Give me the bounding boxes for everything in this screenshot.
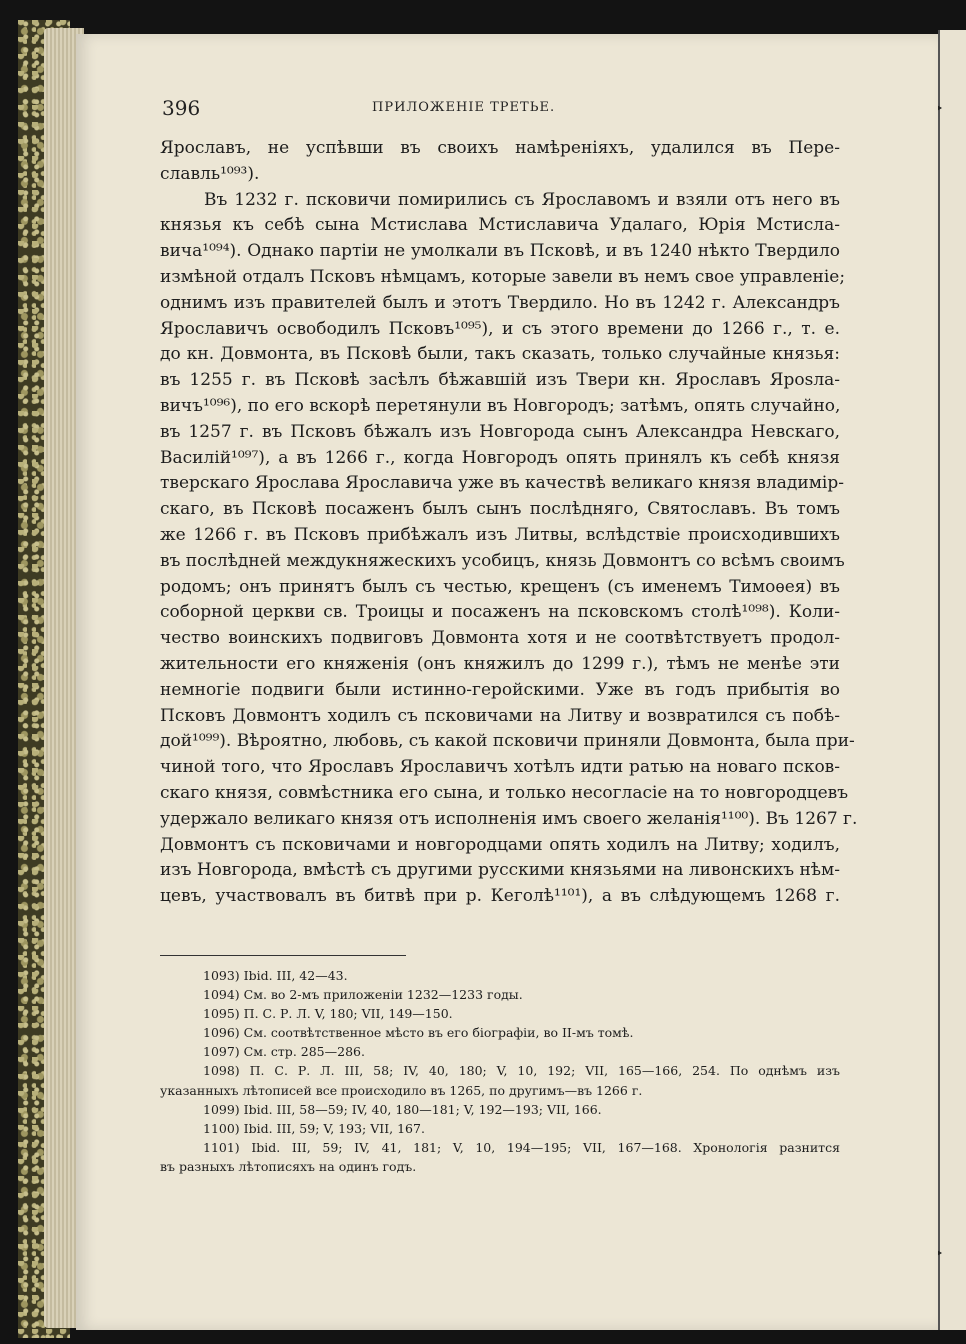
text-line: до кн. Довмонта, въ Псковѣ были, такъ сказать, только случайные князья: [160, 344, 840, 365]
text-line: Въ 1232 г. псковичи помирились съ Ярославомъ и взяли отъ него въ [204, 189, 840, 210]
text-line: тверскаго Ярослава Ярославича уже въ качествѣ великаго князя владимір- [160, 473, 844, 494]
text-line: же 1266 г. въ Псковъ прибѣжалъ изъ Литвы, вслѣдствіе происходившихъ [160, 524, 840, 545]
text-line: жительности его княженія (онъ княжилъ до 1299 г.), тѣмъ не менѣе эти [160, 653, 840, 674]
text-line: Довмонтъ съ псковичами и новгородцами опять ходилъ на Литву; ходилъ, [160, 834, 840, 855]
text-line: дой¹⁰⁹⁹). Вѣроятно, любовь, съ какой псковичи приняли Довмонта, была при- [160, 731, 855, 752]
text-line: скаго, въ Псковѣ посаженъ былъ сынъ послѣдняго, Святославъ. Въ томъ [160, 499, 840, 520]
footnote: 1097) См. стр. 285—286. [203, 1044, 365, 1060]
running-title: ПРИЛОЖЕНІЕ ТРЕТЬЕ. [372, 100, 556, 115]
text-line: въ 1257 г. въ Псковъ бѣжалъ изъ Новгорода сынъ Александра Невскаго, [160, 421, 840, 442]
footnote: 1096) См. соотвѣтственное мѣсто въ его біографіи, во II-мъ томѣ. [203, 1025, 634, 1041]
text-line: однимъ изъ правителей былъ и этотъ Твердило. Но въ 1242 г. Александръ [160, 292, 840, 313]
footnote: 1100) Ibid. III, 59; V, 193; VII, 167. [203, 1120, 425, 1136]
text-line: немногіе подвиги были истинно-геройскими. Уже въ годъ прибытія во [160, 679, 840, 700]
text-line: вича¹⁰⁹⁴). Однако партіи не умолкали въ Псковѣ, и въ 1240 нѣкто Твердило [160, 241, 840, 262]
text-line: славль¹⁰⁹³). [160, 163, 260, 184]
footnote-divider [160, 955, 406, 956]
footnote: указанныхъ лѣтописей все происходило въ 1265, по другимъ—въ 1266 г. [160, 1082, 643, 1098]
text-line: удержало великаго князя отъ исполненія имъ своего желанія¹¹⁰⁰). Въ 1267 г. [160, 808, 858, 829]
footnote: 1095) П. С. Р. Л. V, 180; VII, 149—150. [203, 1006, 453, 1022]
text-line: соборной церкви св. Троицы и посаженъ на псковскомъ столѣ¹⁰⁹⁸). Коли- [160, 602, 840, 623]
main-text [160, 136, 858, 910]
text-line: Ярославъ, не успѣвши въ своихъ намѣреніяхъ, удалился въ Пере- [160, 138, 840, 158]
text-line: вичъ¹⁰⁹⁶), по его вскорѣ перетянули въ Новгородъ; затѣмъ, опять случайно, [160, 395, 841, 416]
footnotes [160, 966, 840, 1176]
text-line: Василій¹⁰⁹⁷), а въ 1266 г., когда Новгородъ опять принялъ къ себѣ князя [160, 447, 840, 468]
footnote: въ разныхъ лѣтописяхъ на одинъ годъ. [160, 1158, 417, 1174]
text-line: Псковъ Довмонтъ ходилъ съ псковичами на Литву и возвратился съ побѣ- [160, 705, 840, 726]
text-line: Ярославичъ освободилъ Псковъ¹⁰⁹⁵), и съ этого времени до 1266 г., т. е. [160, 318, 840, 339]
page-number: 396 [162, 96, 201, 120]
text-line: князья къ себѣ сына Мстислава Мстиславича Удалаго, Юрія Мстисла- [160, 215, 840, 236]
text-line: цевъ, участвовалъ въ битвѣ при р. Кеголѣ¹¹⁰¹), а въ слѣдующемъ 1268 г. [160, 886, 840, 907]
adjacent-page-edge [938, 30, 966, 1330]
text-line: въ послѣдней междукняжескихъ усобицъ, князь Довмонтъ со всѣмъ своимъ [160, 550, 845, 571]
text-line: чество воинскихъ подвиговъ Довмонта хотя и не соотвѣтствуетъ продол- [160, 628, 840, 649]
footnote: 1101) Ibid. III, 59; IV, 41, 181; V, 10, 194—195; VII, 167—168. Хронологія разнится [203, 1139, 840, 1155]
footnote: 1094) См. во 2-мъ приложеніи 1232—1233 годы. [203, 987, 523, 1003]
footnote: 1098) П. С. Р. Л. III, 58; IV, 40, 180; V, 10, 192; VII, 165—166, 254. По однѣмъ изъ [203, 1063, 840, 1079]
text-line: скаго князя, совмѣстника его сына, и только несогласіе на то новгородцевъ [160, 782, 849, 803]
footnote: 1093) Ibid. III, 42—43. [203, 968, 348, 983]
text-line: въ 1255 г. въ Псковѣ засѣлъ бѣжавшій изъ Твери кн. Ярославъ Ярosла- [160, 370, 840, 391]
text-line: чиной того, что Ярославъ Ярославичъ хотѣлъ идти ратью на новаго псков- [160, 757, 840, 778]
page-header [162, 96, 842, 126]
text-line: изъ Новгорода, вмѣстѣ съ другими русскими князьями на ливонскихъ нѣм- [160, 860, 840, 881]
text-line: измѣной отдалъ Псковъ нѣмцамъ, которые завели въ немъ свое управленіе; [160, 266, 846, 287]
footnote: 1099) Ibid. III, 58—59; IV, 40, 180—181; V, 192—193; VII, 166. [203, 1101, 602, 1117]
text-line: родомъ; онъ принятъ былъ съ честью, крещенъ (съ именемъ Тимоѳея) въ [160, 576, 840, 597]
